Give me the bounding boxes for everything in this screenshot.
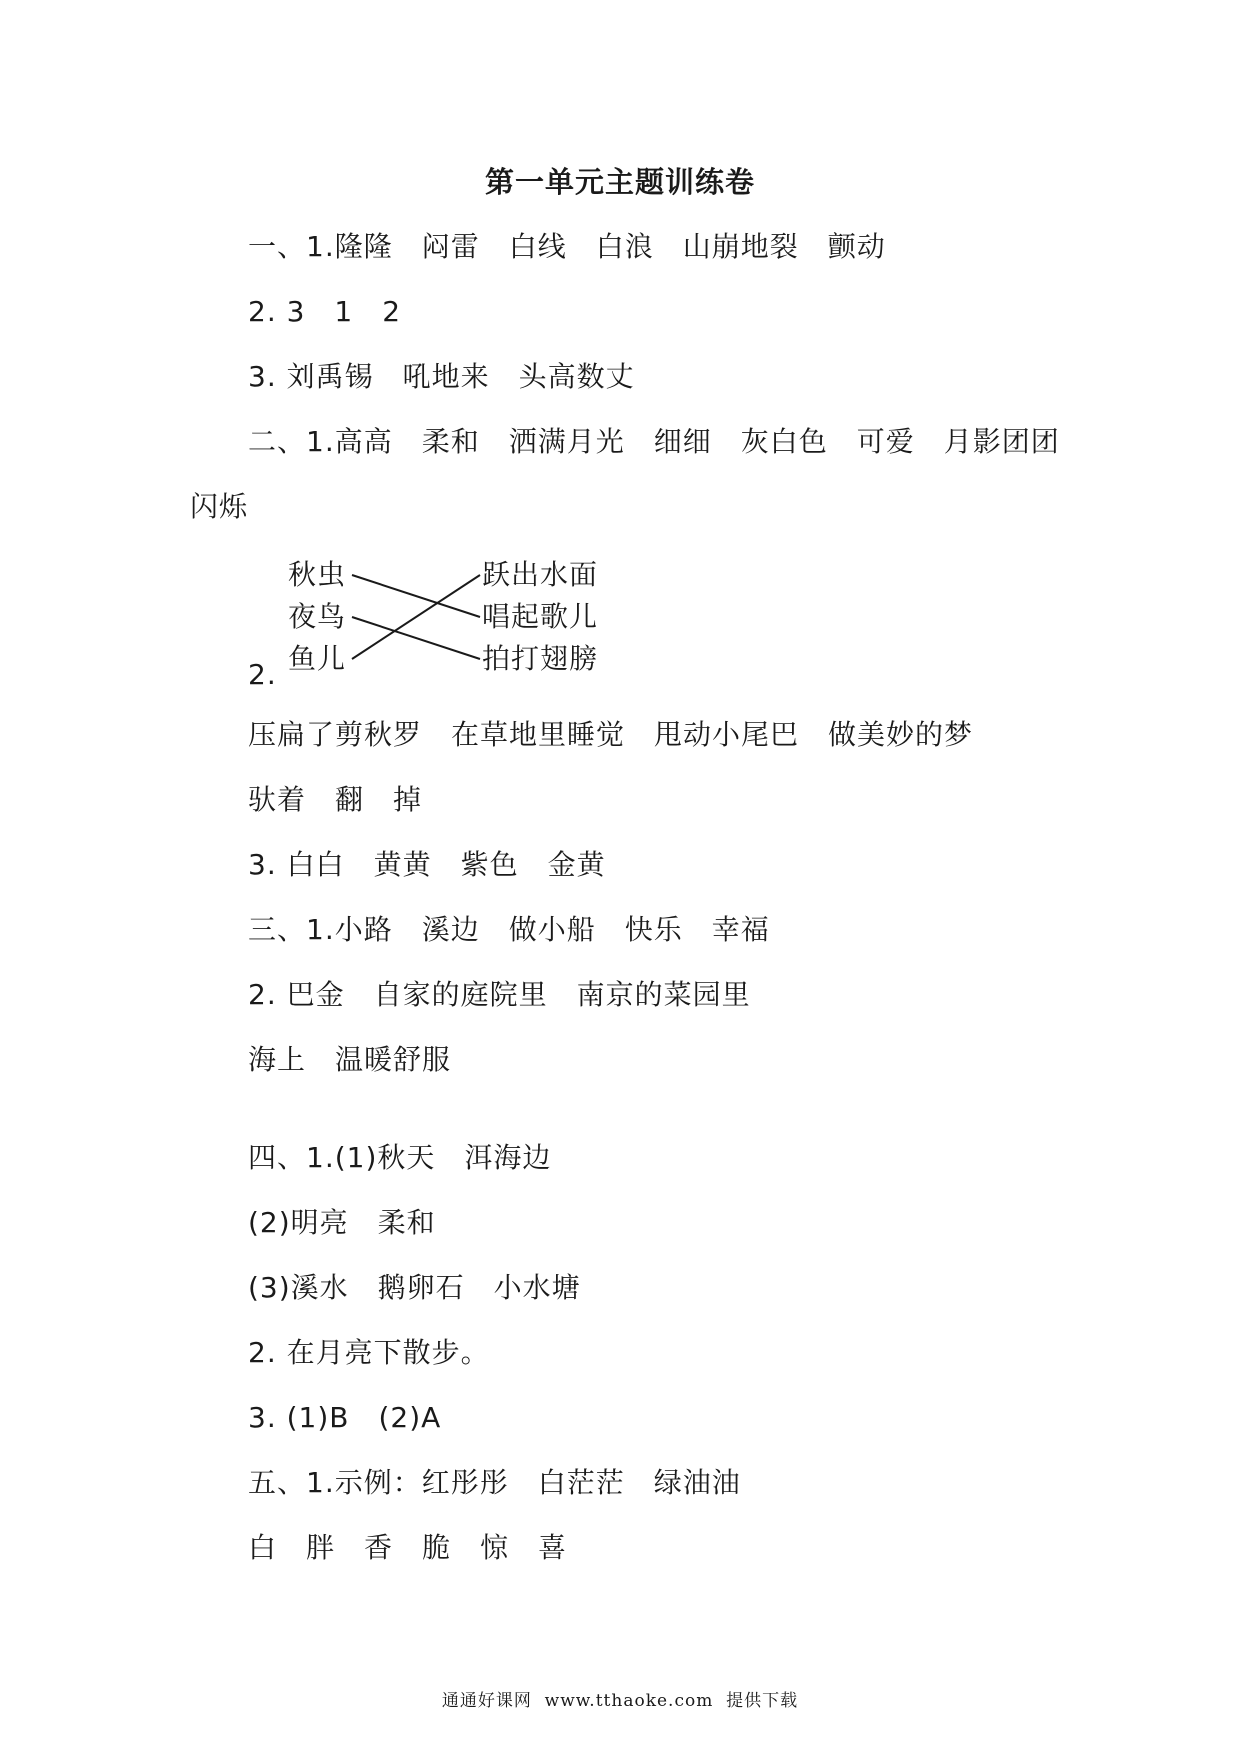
answer-line-2-2b: 驮着 翻 掉: [248, 783, 423, 816]
match-left-1: 秋虫: [288, 558, 347, 591]
answer-line-2-2-number: 2.: [248, 658, 277, 691]
answer-line-4-1-3: (3)溪水 鹅卵石 小水塘: [248, 1271, 581, 1304]
match-left-3: 鱼儿: [288, 642, 347, 675]
matching-exercise: [280, 555, 640, 685]
page-footer: 通通好课网 www.tthaoke.com 提供下载: [441, 1691, 799, 1711]
answer-line-1-2: 2. 3 1 2: [248, 295, 402, 328]
answer-line-4-1-2: (2)明亮 柔和: [248, 1206, 436, 1239]
answer-line-1-3: 3. 刘禹锡 吼地来 头高数丈: [248, 360, 635, 393]
answer-line-5-1: 五、1.示例：红彤彤 白茫茫 绿油油: [248, 1466, 741, 1499]
answer-line-2-1: 二、1.高高 柔和 洒满月光 细细 灰白色 可爱 月影团团: [248, 425, 1060, 458]
match-right-2: 唱起歌儿: [482, 600, 599, 633]
answer-line-1-1: 一、1.隆隆 闷雷 白线 白浪 山崩地裂 颤动: [248, 230, 886, 263]
match-line-2: [352, 617, 480, 659]
answer-line-4-1: 四、1.(1)秋天 洱海边: [248, 1141, 552, 1174]
answer-line-3-1: 三、1.小路 溪边 做小船 快乐 幸福: [248, 913, 770, 946]
match-line-3: [352, 575, 480, 659]
answer-line-5-1-cont: 白 胖 香 脆 惊 喜: [248, 1531, 568, 1564]
match-right-3: 拍打翅膀: [482, 642, 599, 675]
page-title: 第一单元主题训练卷: [484, 165, 755, 199]
answer-line-2-2a: 压扁了剪秋罗 在草地里睡觉 甩动小尾巴 做美妙的梦: [248, 718, 974, 751]
answer-line-2-1-cont: 闪烁: [190, 490, 249, 523]
answer-line-4-3: 3. (1)B (2)A: [248, 1401, 442, 1434]
match-left-2: 夜鸟: [288, 600, 347, 633]
answer-line-4-2: 2. 在月亮下散步。: [248, 1336, 490, 1369]
answer-line-2-3: 3. 白白 黄黄 紫色 金黄: [248, 848, 606, 881]
answer-line-3-2-cont: 海上 温暖舒服: [248, 1043, 452, 1076]
match-line-1: [352, 575, 480, 617]
answer-line-3-2: 2. 巴金 自家的庭院里 南京的菜园里: [248, 978, 751, 1011]
match-right-1: 跃出水面: [482, 558, 599, 591]
